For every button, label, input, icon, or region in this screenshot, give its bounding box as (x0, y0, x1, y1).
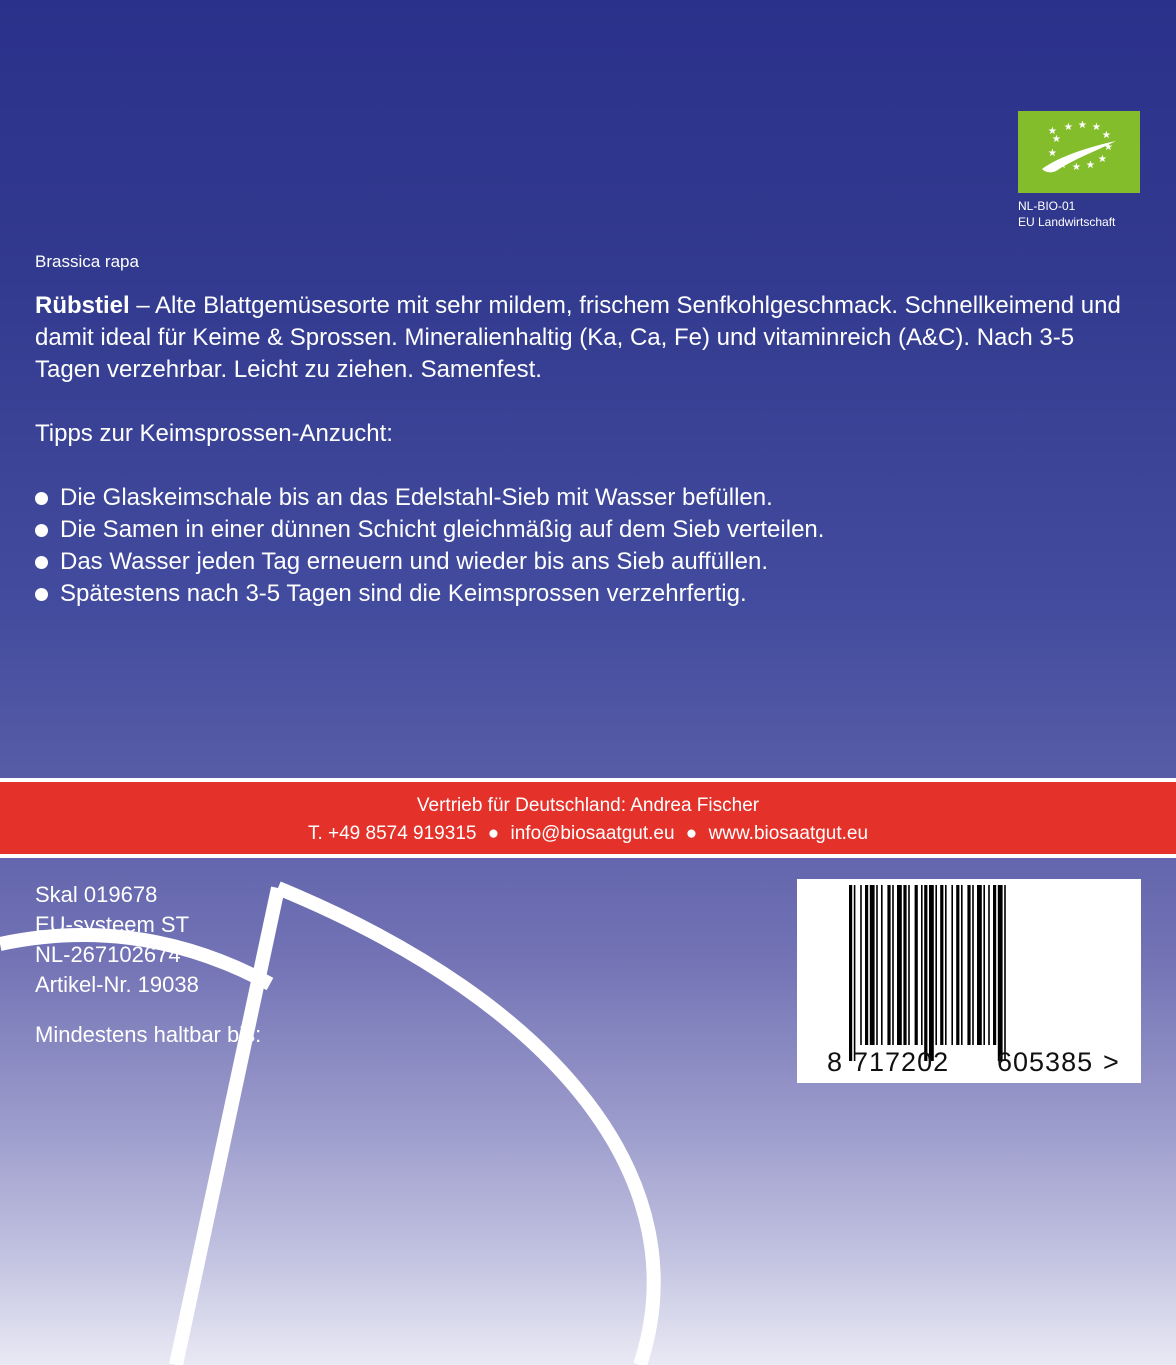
bullet-icon (35, 524, 48, 537)
eu-caption-label: EU Landwirtschaft (1018, 215, 1116, 229)
barcode-bar (972, 885, 974, 1045)
eu-logo-caption (1018, 198, 1115, 230)
barcode-bar (921, 885, 923, 1045)
product-description (35, 290, 1145, 386)
barcode-bar (887, 885, 890, 1045)
barcode-bar (881, 885, 883, 1045)
barcode-bar (849, 885, 852, 1061)
skal-code: Skal 019678 (35, 882, 158, 907)
tip-text: Die Samen in einer dünnen Schicht gleichmäßig auf dem Sieb verteilen. (60, 516, 825, 543)
barcode-bar (865, 885, 868, 1045)
list-item (35, 482, 824, 514)
barcode-bar (993, 885, 996, 1045)
eu-caption-code: NL-BIO-01 (1018, 199, 1076, 213)
barcode-bar (903, 885, 906, 1045)
tips-list (35, 482, 824, 610)
eu-system-code: EU-systeem ST (35, 912, 190, 937)
barcode-first-digit: 8 (827, 1047, 843, 1077)
website-address: www.biosaatgut.eu (708, 823, 869, 844)
barcode-bar (977, 885, 982, 1045)
barcode-bar (998, 885, 1003, 1061)
list-item (35, 514, 824, 546)
eu-organic-logo (1018, 111, 1140, 193)
barcode-bar (967, 885, 970, 1045)
product-name: Rübstiel (35, 292, 130, 319)
barcode-bar (988, 885, 990, 1045)
barcode-right-group: 605385 (997, 1047, 1094, 1077)
tips-heading: Tipps zur Keimsprossen-Anzucht: (35, 420, 393, 447)
barcode-bar (915, 885, 918, 1045)
barcode-bar (908, 885, 910, 1045)
barcode-bar (940, 885, 943, 1045)
barcode-bar (854, 885, 856, 1061)
barcode-bar (951, 885, 953, 1045)
separator-dot-icon: ● (685, 823, 698, 844)
article-number: Artikel-Nr. 19038 (35, 972, 199, 997)
barcode-end-marker: > (1103, 1047, 1119, 1077)
barcode-bar (897, 885, 902, 1045)
latin-name: Brassica rapa (35, 252, 139, 271)
barcode-bar (956, 885, 959, 1045)
barcode-left-group: 717202 (853, 1047, 950, 1077)
distributor-line: Vertrieb für Deutschland: Andrea Fischer (416, 795, 760, 816)
barcode-bar (945, 885, 947, 1045)
nl-code: NL-267102674 (35, 942, 181, 967)
list-item (35, 546, 824, 578)
barcode-bar (892, 885, 894, 1045)
product-description-text: – Alte Blattgemüsesorte mit sehr mildem, frischem Senfkohlgeschmack. Schnellkeimend und damit ideal für Keime & Sprossen. Mineralienhaltig (Ka, Ca, Fe) und vitaminreich (A&C). Nach 3-5 Tagen verzehrbar. Leicht zu ziehen. Samenfest. (35, 292, 1121, 383)
bullet-icon (35, 588, 48, 601)
barcode-bar (935, 885, 937, 1045)
separator-dot-icon: ● (487, 823, 500, 844)
barcode-bar (961, 885, 963, 1045)
barcode-bar (924, 885, 927, 1061)
tip-text: Das Wasser jeden Tag erneuern und wieder bis ans Sieb auffüllen. (60, 548, 768, 575)
barcode-bar (870, 885, 875, 1045)
email-address: info@biosaatgut.eu (510, 823, 675, 844)
bullet-icon (35, 492, 48, 505)
barcode-bar (1004, 885, 1006, 1061)
barcode-bar (929, 885, 934, 1061)
tip-text: Spätestens nach 3-5 Tagen sind die Keimsprossen verzehrfertig. (60, 580, 747, 607)
certification-codes (35, 880, 199, 1000)
best-before-label: Mindestens haltbar bis: (35, 1022, 262, 1047)
eu-organic-leaf-icon (1018, 111, 1140, 193)
barcode-bar (860, 885, 862, 1045)
barcode-bar (983, 885, 985, 1045)
contact-line (0, 820, 1176, 848)
bullet-icon (35, 556, 48, 569)
phone-number: T. +49 8574 919315 (307, 823, 477, 844)
distribution-bar (0, 778, 1176, 858)
barcode-bar (876, 885, 878, 1045)
list-item (35, 578, 824, 610)
tip-text: Die Glaskeimschale bis an das Edelstahl-Sieb mit Wasser befüllen. (60, 484, 773, 511)
barcode (797, 879, 1141, 1083)
